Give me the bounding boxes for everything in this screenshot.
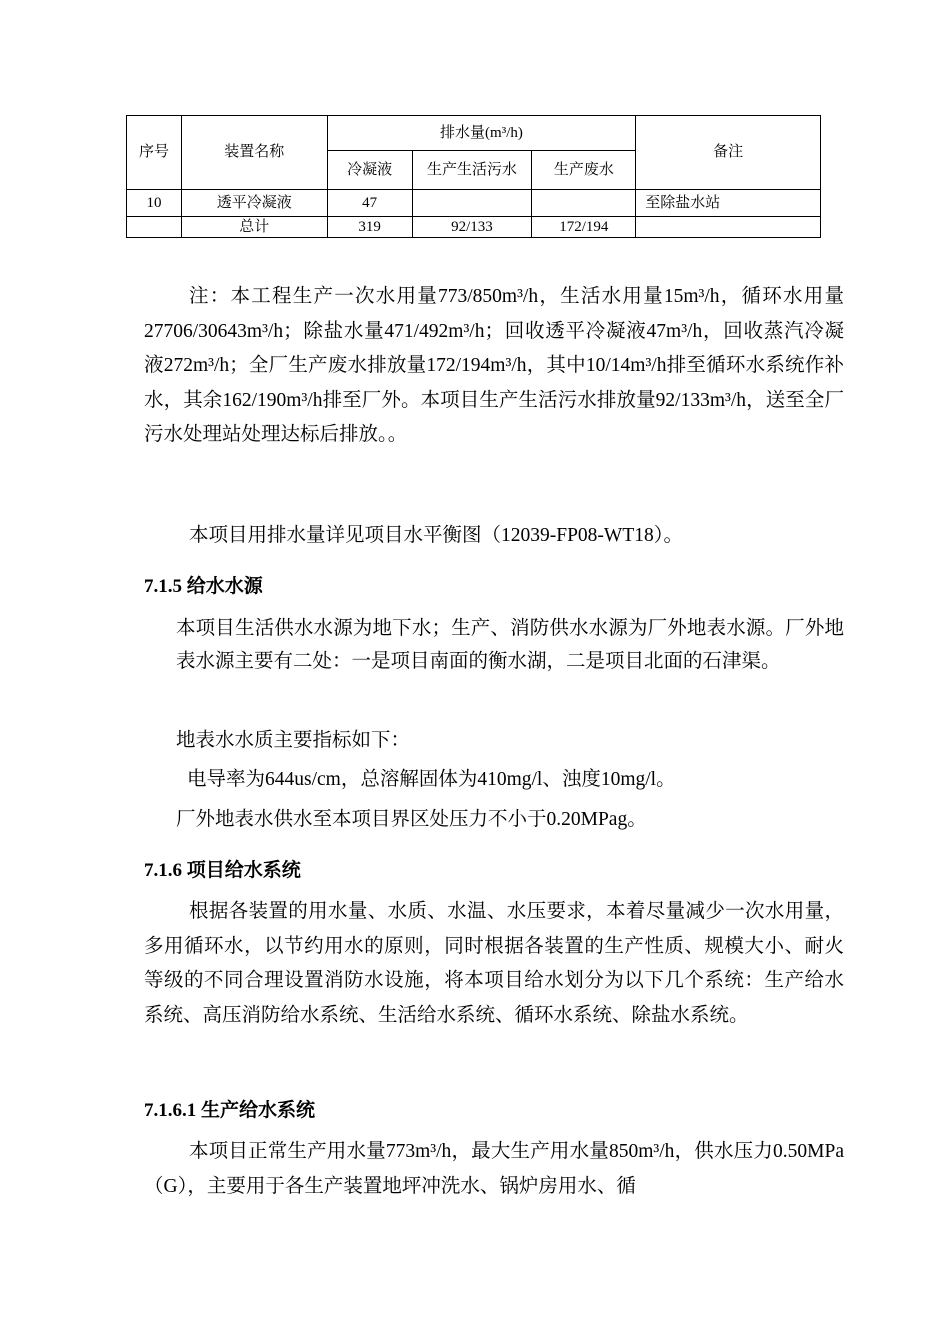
cell-remark: 至除盐水站 — [636, 190, 821, 217]
table-row — [127, 190, 821, 217]
cell-condensate: 319 — [327, 217, 412, 238]
cell-domestic-sewage: 92/133 — [412, 217, 532, 238]
header-condensate: 冷凝液 — [327, 151, 412, 190]
header-drainage: 排水量(m³/h) — [327, 116, 636, 151]
cell-waste-water — [532, 190, 636, 217]
water-balance-reference: 本项目用排水量详见项目水平衡图（12039-FP08-WT18）。 — [189, 525, 683, 546]
cell-remark — [636, 217, 821, 238]
header-remark: 备注 — [636, 116, 821, 190]
section-heading-7-1-5: 7.1.5 给水水源 — [144, 576, 263, 597]
header-waste-water: 生产废水 — [532, 151, 636, 190]
cell-seq — [127, 217, 182, 238]
cell-seq: 10 — [127, 190, 182, 217]
water-supply-system-paragraph: 根据各装置的用水量、水质、水温、水压要求，本着尽量减少一次水用量，多用循环水，以节约用水的原则，同时根据各装置的生产性质、规模大小、耐火等级的不同合理设置消防水设施，将本项目给水划分为以下几个系统：生产给水系统、高压消防给水系统、生活给水系统、循环水系统、除盐水系统。 — [144, 901, 844, 1026]
drainage-table — [126, 115, 821, 238]
header-seq: 序号 — [127, 116, 182, 190]
production-supply-paragraph: 本项目正常生产用水量773m³/h，最大生产用水量850m³/h，供水压力0.50MPa（G），主要用于各生产装置地坪冲洗水、锅炉房用水、循 — [144, 1141, 844, 1197]
section-heading-7-1-6-1: 7.1.6.1 生产给水系统 — [144, 1100, 316, 1121]
cell-domestic-sewage — [412, 190, 532, 217]
supply-pressure: 厂外地表水供水至本项目界区处压力不小于0.20MPag。 — [176, 809, 647, 830]
cell-condensate: 47 — [327, 190, 412, 217]
section-heading-7-1-6: 7.1.6 项目给水系统 — [144, 860, 301, 881]
table-row-total — [127, 217, 821, 238]
header-domestic-sewage: 生产生活污水 — [412, 151, 532, 190]
water-quality-values: 电导率为644us/cm，总溶解固体为410mg/l、浊度10mg/l。 — [187, 769, 676, 790]
water-source-paragraph: 本项目生活供水水源为地下水；生产、消防供水水源为厂外地表水源。厂外地表水源主要有二处：一是项目南面的衡水湖，二是项目北面的石津渠。 — [176, 618, 844, 672]
cell-waste-water: 172/194 — [532, 217, 636, 238]
water-quality-intro: 地表水水质主要指标如下： — [176, 730, 411, 751]
note-paragraph: 注：本工程生产一次水用量773/850m³/h，生活水用量15m³/h，循环水用量27706/30643m³/h；除盐水量471/492m³/h；回收透平冷凝液47m³/h，回收蒸汽冷凝液272m³/h；全厂生产废水排放量172/194m³/h，其中10/14m³/h排至循环水系统作补水，其余162/190m³/h排至厂外。本项目生产生活污水排放量92/133m³/h，送至全厂污水处理站处理达标后排放。。 — [144, 286, 844, 445]
header-device-name: 装置名称 — [181, 116, 327, 190]
cell-name: 透平冷凝液 — [181, 190, 327, 217]
cell-name: 总计 — [181, 217, 327, 238]
